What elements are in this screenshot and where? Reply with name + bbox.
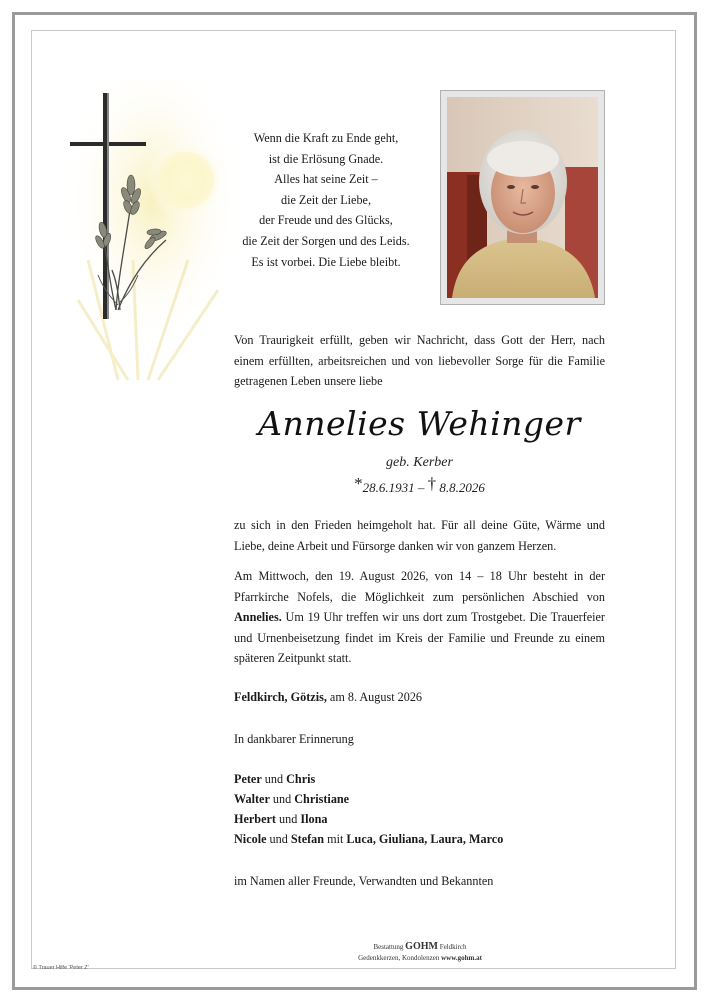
mourner-name: Stefan <box>290 832 325 846</box>
notice-date: am 8. August 2026 <box>326 690 423 704</box>
death-date: 8.8.2026 <box>439 480 485 495</box>
mourner-name: Nicole <box>234 832 267 846</box>
mourner-name: Peter <box>234 772 262 786</box>
poem-line: ist die Erlösung Gnade. <box>268 151 384 166</box>
mourner-line <box>234 772 315 787</box>
copyright: © Trauer Hilfe 'Peter Z' <box>33 965 89 971</box>
born-name: geb. Kerber <box>386 455 453 470</box>
intro-text: Von Traurigkeit erfüllt, geben wir Nachricht, dass Gott der Herr, nach einem erfüllten, arbeitsreichen und von liebevoller Sorge für die Familie getragenen Leben unsere liebe <box>234 333 605 388</box>
footer <box>330 941 510 964</box>
connector: mit <box>324 832 347 846</box>
poem-line: Wenn die Kraft zu Ende geht, <box>253 131 399 145</box>
brand-logo: GOHM <box>405 941 438 952</box>
birth-star-icon: * <box>354 474 363 493</box>
footer-prefix: Bestattung <box>373 943 406 951</box>
footer-line2-prefix: Gedenkkerzen, Kondolenzen <box>358 954 442 962</box>
portrait-photo <box>447 97 598 298</box>
connector: und <box>266 832 291 846</box>
mourner-line <box>234 792 349 807</box>
closing-line: im Namen aller Freunde, Verwandten und Bekannten <box>234 874 494 888</box>
mourner-name: Ilona <box>300 812 328 826</box>
poem-line: Es ist vorbei. Die Liebe bleibt. <box>251 254 401 269</box>
place: Feldkirch, Götzis, <box>234 690 327 704</box>
gratitude-text: zu sich in den Frieden heimgeholt hat. Für all deine Güte, Wärme und Liebe, deine Arbeit und Fürsorge danken wir von ganzem Herzen. <box>234 518 605 553</box>
connector: und <box>261 772 287 786</box>
memory-line: In dankbarer Erinnerung <box>234 732 354 746</box>
connector: und <box>275 812 301 826</box>
footer-line-2 <box>330 953 510 964</box>
poem-line: der Freude und des Glücks, <box>259 213 393 228</box>
birth-date: 28.6.1931 <box>362 480 415 495</box>
poem <box>226 128 426 272</box>
service-part1: Am Mittwoch, den 19. August 2026, von 14 – 18 Uhr besteht in der Pfarrkirche Nofels, die Möglichkeit zum persönlichen Abschied von <box>234 569 605 604</box>
mourner-name: Christiane <box>294 792 350 806</box>
footer-suffix: Feldkirch <box>437 943 467 951</box>
deceased-name: Annelies Wehinger <box>258 404 581 443</box>
footer-url-link[interactable]: www.gohm.at <box>441 954 482 962</box>
mourner-name: Walter <box>234 792 270 806</box>
service-name: Annelies. <box>234 610 282 624</box>
service-part2: Um 19 Uhr treffen wir uns dort zum Trostgebet. Die Trauerfeier und Urnenbeisetzung findet im Kreis der Familie und Freunde zu einem späteren Zeitpunkt statt. <box>234 610 605 665</box>
poem-line: Alles hat seine Zeit – <box>274 172 378 187</box>
mourner-name: Herbert <box>234 812 276 826</box>
service-text <box>234 566 605 669</box>
poem-line: die Zeit der Sorgen und des Leids. <box>242 233 410 248</box>
footer-line-1 <box>330 941 510 953</box>
mourner-name: Chris <box>286 772 316 786</box>
mourner-line <box>234 832 503 847</box>
death-cross-icon: † <box>427 474 437 493</box>
date-separator: – <box>414 480 428 495</box>
mourner-line <box>234 812 327 827</box>
connector: und <box>269 792 295 806</box>
poem-line: die Zeit der Liebe, <box>280 192 371 207</box>
place-date <box>234 690 422 705</box>
mourner-names-children: Luca, Giuliana, Laura, Marco <box>346 832 504 846</box>
life-dates <box>234 474 605 497</box>
cross-wheat-decoration <box>58 80 238 390</box>
